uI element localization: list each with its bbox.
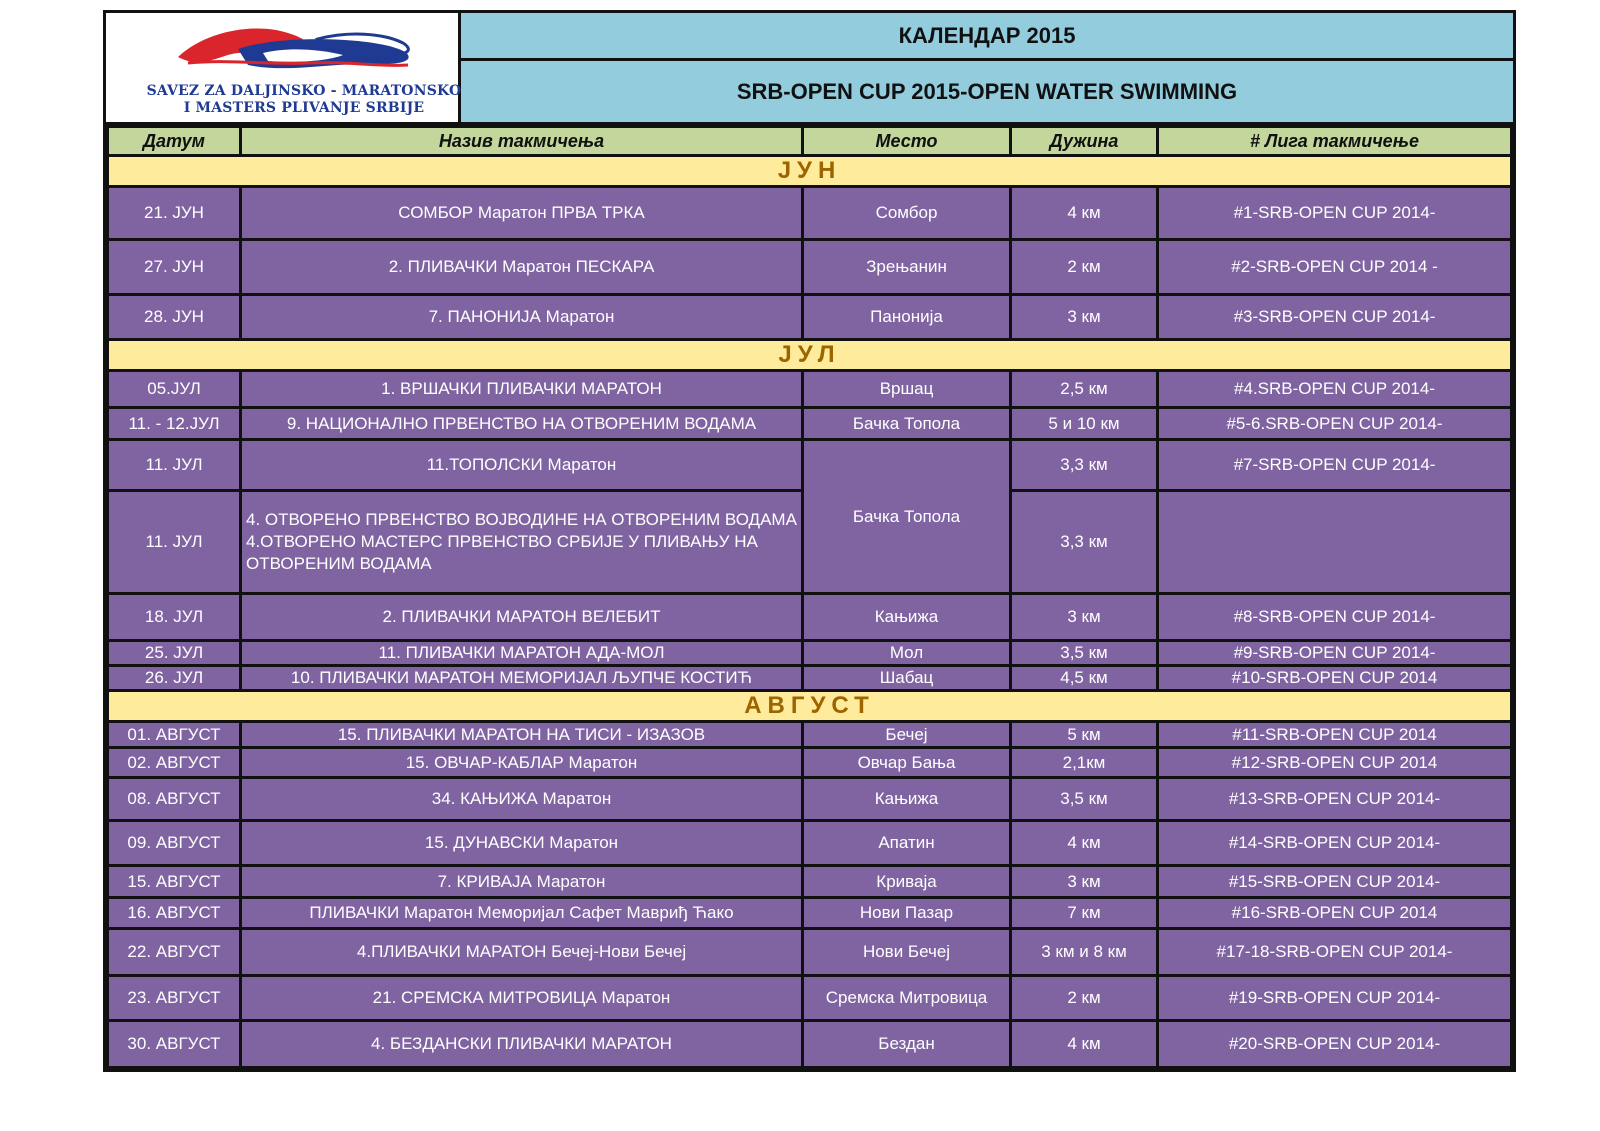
cell-name: 2. ПЛИВАЧКИ Маратон ПЕСКАРА xyxy=(241,240,803,295)
cell-place: Бездан xyxy=(803,1021,1011,1068)
cell-league: #16-SRB-OPEN CUP 2014 xyxy=(1158,898,1512,929)
cell-length: 5 км xyxy=(1011,722,1158,748)
federation-name xyxy=(144,83,464,117)
cell-league: #1-SRB-OPEN CUP 2014- xyxy=(1158,187,1512,240)
cell-date: 26. ЈУЛ xyxy=(108,666,241,691)
cell-place: Вршац xyxy=(803,371,1011,408)
cell-name: 15. ОВЧАР-КАБЛАР Маратон xyxy=(241,748,803,778)
cell-date: 18. ЈУЛ xyxy=(108,594,241,641)
cell-name: 11. ПЛИВАЧКИ МАРАТОН АДА-МОЛ xyxy=(241,641,803,666)
cell-date: 11. - 12.ЈУЛ xyxy=(108,408,241,440)
cell-name: 34. КАЊИЖА Маратон xyxy=(241,778,803,821)
cell-place: Бечеј xyxy=(803,722,1011,748)
cell-name: 2. ПЛИВАЧКИ МАРАТОН ВЕЛЕБИТ xyxy=(241,594,803,641)
cell-place: Сремска Митровица xyxy=(803,976,1011,1021)
cell-date: 02. АВГУСТ xyxy=(108,748,241,778)
cell-place: Кањижа xyxy=(803,594,1011,641)
cell-place: Панонија xyxy=(803,295,1011,340)
table-row xyxy=(108,866,1512,898)
cell-date: 08. АВГУСТ xyxy=(108,778,241,821)
cell-place: Мол xyxy=(803,641,1011,666)
table-row xyxy=(108,821,1512,866)
table-row xyxy=(108,778,1512,821)
month-row-july xyxy=(108,340,1512,371)
cell-place: Бачка Топола xyxy=(803,440,1011,594)
cell-date: 30. АВГУСТ xyxy=(108,1021,241,1068)
cell-length: 3 км xyxy=(1011,866,1158,898)
cell-length: 3,5 км xyxy=(1011,778,1158,821)
cell-length: 3,5 км xyxy=(1011,641,1158,666)
cell-place: Зрењанин xyxy=(803,240,1011,295)
cell-league: #5-6.SRB-OPEN CUP 2014- xyxy=(1158,408,1512,440)
cell-length: 4 км xyxy=(1011,1021,1158,1068)
col-place: Место xyxy=(803,127,1011,156)
cell-league: #7-SRB-OPEN CUP 2014- xyxy=(1158,440,1512,491)
table-row xyxy=(108,408,1512,440)
cell-length: 3,3 км xyxy=(1011,440,1158,491)
cell-name-line1: 4. ОТВОРЕНО ПРВЕНСТВО ВОЈВОДИНЕ НА ОТВОРЕНИМ ВОДАМА xyxy=(246,510,797,529)
calendar-sheet xyxy=(103,10,1516,1072)
cell-date: 09. АВГУСТ xyxy=(108,821,241,866)
cell-date: 28. ЈУН xyxy=(108,295,241,340)
cell-league: #15-SRB-OPEN CUP 2014- xyxy=(1158,866,1512,898)
cell-league: #9-SRB-OPEN CUP 2014- xyxy=(1158,641,1512,666)
federation-name-line1: SAVEZ ZA DALJINSKO - MARATONSKO xyxy=(146,83,462,99)
cell-place: Криваја xyxy=(803,866,1011,898)
table-row xyxy=(108,748,1512,778)
cell-league: #17-18-SRB-OPEN CUP 2014- xyxy=(1158,929,1512,976)
calendar-subtitle: SRB-OPEN CUP 2015-OPEN WATER SWIMMING xyxy=(461,61,1513,122)
cell-name-line2: 4.ОТВОРЕНО МАСТЕРС ПРВЕНСТВО СРБИЈЕ У ПЛИВАЊУ НА ОТВОРЕНИМ ВОДАМА xyxy=(246,532,758,573)
cell-place: Нови Бечеј xyxy=(803,929,1011,976)
cell-name: СОМБОР Маратон ПРВА ТРКА xyxy=(241,187,803,240)
cell-league: #19-SRB-OPEN CUP 2014- xyxy=(1158,976,1512,1021)
cell-name: 15. ПЛИВАЧКИ МАРАТОН НА ТИСИ - ИЗАЗОВ xyxy=(241,722,803,748)
cell-length: 4 км xyxy=(1011,187,1158,240)
calendar-title: КАЛЕНДАР 2015 xyxy=(461,13,1513,61)
month-row-august xyxy=(108,691,1512,722)
cell-length: 3,3 км xyxy=(1011,491,1158,594)
cell-date: 11. ЈУЛ xyxy=(108,491,241,594)
cell-name xyxy=(241,491,803,594)
cell-date: 21. ЈУН xyxy=(108,187,241,240)
cell-length: 2 км xyxy=(1011,240,1158,295)
cell-name: 7. ПАНОНИЈА Маратон xyxy=(241,295,803,340)
col-league: # Лига такмичење xyxy=(1158,127,1512,156)
col-name: Назив такмичења xyxy=(241,127,803,156)
table-row xyxy=(108,594,1512,641)
cell-league: #20-SRB-OPEN CUP 2014- xyxy=(1158,1021,1512,1068)
cell-name: 4. БЕЗДАНСКИ ПЛИВАЧКИ МАРАТОН xyxy=(241,1021,803,1068)
cell-length: 3 км и 8 км xyxy=(1011,929,1158,976)
table-row xyxy=(108,371,1512,408)
cell-league: #11-SRB-OPEN CUP 2014 xyxy=(1158,722,1512,748)
column-header-row xyxy=(108,127,1512,156)
cell-length: 3 км xyxy=(1011,594,1158,641)
cell-name: 7. КРИВАЈА Маратон xyxy=(241,866,803,898)
cell-place: Кањижа xyxy=(803,778,1011,821)
table-row xyxy=(108,929,1512,976)
cell-length: 7 км xyxy=(1011,898,1158,929)
title-block xyxy=(461,13,1513,122)
cell-league xyxy=(1158,491,1512,594)
cell-date: 27. ЈУН xyxy=(108,240,241,295)
table-row xyxy=(108,898,1512,929)
cell-name: 4.ПЛИВАЧКИ МАРАТОН Бечеј-Нови Бечеј xyxy=(241,929,803,976)
header xyxy=(106,13,1513,125)
cell-name: 15. ДУНАВСКИ Маратон xyxy=(241,821,803,866)
col-date: Датум xyxy=(108,127,241,156)
cell-length: 4 км xyxy=(1011,821,1158,866)
cell-league: #14-SRB-OPEN CUP 2014- xyxy=(1158,821,1512,866)
cell-place: Сомбор xyxy=(803,187,1011,240)
table-row xyxy=(108,240,1512,295)
table-row xyxy=(108,440,1512,491)
cell-length: 4,5 км xyxy=(1011,666,1158,691)
cell-place: Апатин xyxy=(803,821,1011,866)
cell-name: 11.ТОПОЛСКИ Маратон xyxy=(241,440,803,491)
cell-league: #2-SRB-OPEN CUP 2014 - xyxy=(1158,240,1512,295)
cell-date: 25. ЈУЛ xyxy=(108,641,241,666)
cell-name: 1. ВРШАЧКИ ПЛИВАЧКИ МАРАТОН xyxy=(241,371,803,408)
cell-length: 2 км xyxy=(1011,976,1158,1021)
cell-length: 2,1км xyxy=(1011,748,1158,778)
cell-date: 05.ЈУЛ xyxy=(108,371,241,408)
cell-date: 15. АВГУСТ xyxy=(108,866,241,898)
month-label: АВГУСТ xyxy=(108,691,1512,722)
table-row xyxy=(108,722,1512,748)
cell-league: #10-SRB-OPEN CUP 2014 xyxy=(1158,666,1512,691)
cell-place: Шабац xyxy=(803,666,1011,691)
table-row xyxy=(108,295,1512,340)
cell-date: 01. АВГУСТ xyxy=(108,722,241,748)
cell-date: 23. АВГУСТ xyxy=(108,976,241,1021)
cell-place: Овчар Бања xyxy=(803,748,1011,778)
cell-league: #8-SRB-OPEN CUP 2014- xyxy=(1158,594,1512,641)
cell-name: 21. СРЕМСКА МИТРОВИЦА Маратон xyxy=(241,976,803,1021)
table-row xyxy=(108,976,1512,1021)
cell-place: Нови Пазар xyxy=(803,898,1011,929)
cell-date: 22. АВГУСТ xyxy=(108,929,241,976)
cell-date: 16. АВГУСТ xyxy=(108,898,241,929)
cell-length: 2,5 км xyxy=(1011,371,1158,408)
swimmer-logo-icon xyxy=(168,19,428,81)
cell-name: ПЛИВАЧКИ Маратон Меморијал Сафет Мавриђ Ћако xyxy=(241,898,803,929)
cell-place: Бачка Топола xyxy=(803,408,1011,440)
cell-name: 10. ПЛИВАЧКИ МАРАТОН МЕМОРИЈАЛ ЉУПЧЕ КОСТИЋ xyxy=(241,666,803,691)
cell-league: #4.SRB-OPEN CUP 2014- xyxy=(1158,371,1512,408)
month-row-june xyxy=(108,156,1512,187)
cell-length: 3 км xyxy=(1011,295,1158,340)
federation-logo xyxy=(106,13,461,122)
table-row xyxy=(108,641,1512,666)
cell-length: 5 и 10 км xyxy=(1011,408,1158,440)
cell-name: 9. НАЦИОНАЛНО ПРВЕНСТВО НА ОТВОРЕНИМ ВОДАМА xyxy=(241,408,803,440)
table-row xyxy=(108,1021,1512,1068)
table-row xyxy=(108,666,1512,691)
federation-name-line2: I MASTERS PLIVANJE SRBIJE xyxy=(183,100,425,116)
cell-league: #3-SRB-OPEN CUP 2014- xyxy=(1158,295,1512,340)
cell-league: #13-SRB-OPEN CUP 2014- xyxy=(1158,778,1512,821)
table-row xyxy=(108,187,1512,240)
month-label: ЈУЛ xyxy=(108,340,1512,371)
cell-date: 11. ЈУЛ xyxy=(108,440,241,491)
events-table xyxy=(106,125,1513,1069)
month-label: ЈУН xyxy=(108,156,1512,187)
cell-league: #12-SRB-OPEN CUP 2014 xyxy=(1158,748,1512,778)
col-length: Дужина xyxy=(1011,127,1158,156)
